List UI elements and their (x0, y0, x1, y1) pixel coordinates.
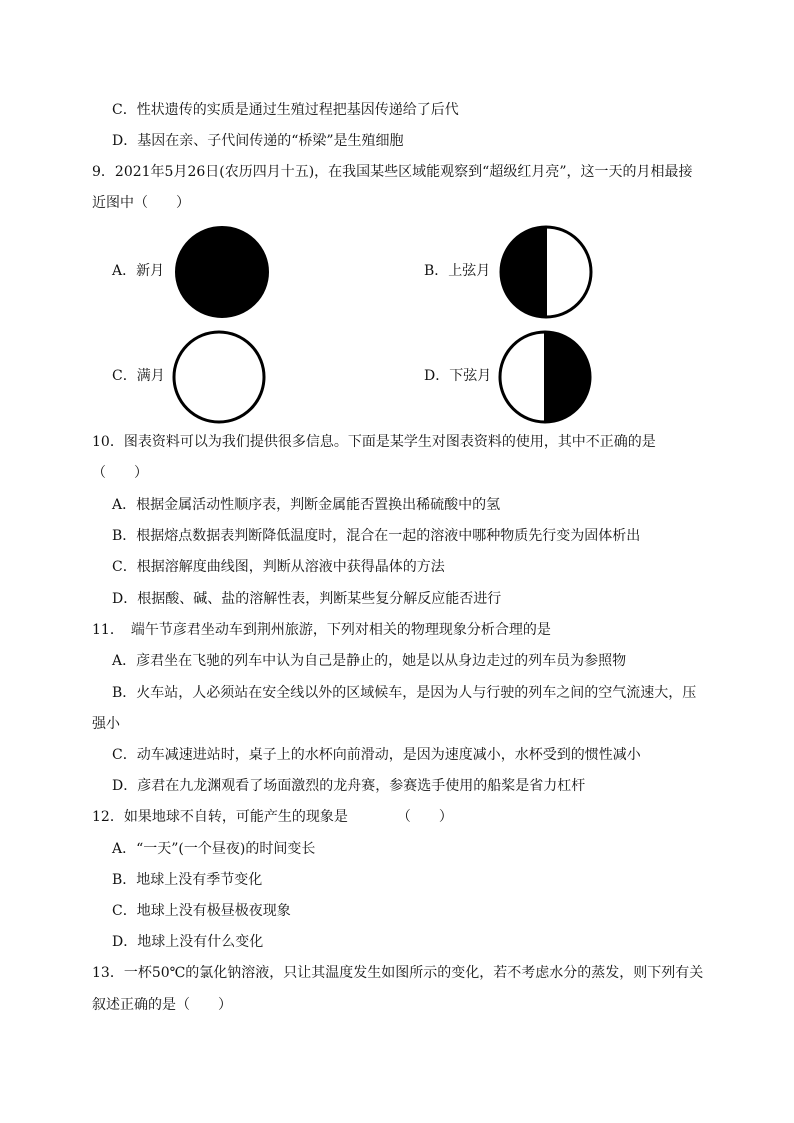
q13-stem-line2: 叙述正确的是（ ） (92, 997, 232, 1013)
q10-option-d: D．根据酸、碱、盐的溶解性表，判断某些复分解反应能否进行 (112, 591, 502, 607)
q10-option-a: A．根据金属活动性顺序表，判断金属能否置换出稀硫酸中的氢 (112, 497, 501, 513)
q12-stem: 12．如果地球不自转，可能产生的现象是 （ ） (92, 809, 453, 825)
q9-option-d: D．下弦月 (424, 368, 492, 384)
q10-stem-line2: （ ） (92, 465, 148, 481)
q8-option-c: C．性状遗传的实质是通过生殖过程把基因传递给了后代 (112, 102, 459, 118)
q10-option-c: C．根据溶解度曲线图，判断从溶液中获得晶体的方法 (112, 559, 445, 575)
q9-option-a: A．新月 (112, 263, 165, 279)
q12-option-c: C．地球上没有极昼极夜现象 (112, 903, 291, 919)
q12-option-b: B．地球上没有季节变化 (112, 872, 263, 888)
q9-stem-line2: 近图中（ ） (92, 195, 190, 211)
q13-stem-line1: 13．一杯50℃的氯化钠溶液，只让其温度发生如图所示的变化，若不考虑水分的蒸发，则下列有关 (92, 965, 704, 981)
new-moon-disk (176, 227, 268, 317)
q12-option-d: D．地球上没有什么变化 (112, 934, 264, 950)
last-quarter-dark-half (545, 332, 590, 422)
full-moon-disk (174, 332, 264, 422)
first-quarter-dark-half (501, 227, 546, 317)
q11-option-d: D．彦君在九龙渊观看了场面激烈的龙舟赛，参赛选手使用的船桨是省力杠杆 (112, 778, 586, 794)
new-moon-figure (174, 225, 270, 319)
q12-option-a: A．“一天”(一个昼夜)的时间变长 (112, 841, 316, 857)
full-moon-figure (172, 330, 266, 424)
q9-stem-line1: 9．2021年5月26日(农历四月十五)，在我国某些区域能观察到“超级红月亮”，这一天的月相最接 (92, 164, 693, 180)
first-quarter-moon-figure (499, 225, 593, 319)
q11-option-a: A．彦君坐在飞驰的列车中认为自己是静止的，她是以从身边走过的列车员为参照物 (112, 653, 627, 669)
q9-option-c: C．满月 (112, 368, 165, 384)
q11-option-b-line2: 强小 (92, 716, 120, 732)
q10-option-b: B．根据熔点数据表判断降低温度时，混合在一起的溶液中哪种物质先行变为固体析出 (112, 528, 641, 544)
q9-option-b: B．上弦月 (424, 263, 491, 279)
q11-option-b-line1: B．火车站，人必须站在安全线以外的区域候车，是因为人与行驶的列车之间的空气流速大，压 (112, 685, 697, 701)
last-quarter-moon-figure (497, 329, 593, 425)
q11-option-c: C．动车减速进站时，桌子上的水杯向前滑动，是因为速度减小，水杯受到的惯性减小 (112, 747, 641, 763)
q8-option-d: D．基因在亲、子代间传递的“桥梁”是生殖细胞 (112, 133, 404, 149)
q11-stem: 11． 端午节彦君坐动车到荆州旅游，下列对相关的物理现象分析合理的是 (92, 622, 551, 638)
q10-stem-line1: 10．图表资料可以为我们提供很多信息。下面是某学生对图表资料的使用，其中不正确的是 (92, 434, 656, 450)
